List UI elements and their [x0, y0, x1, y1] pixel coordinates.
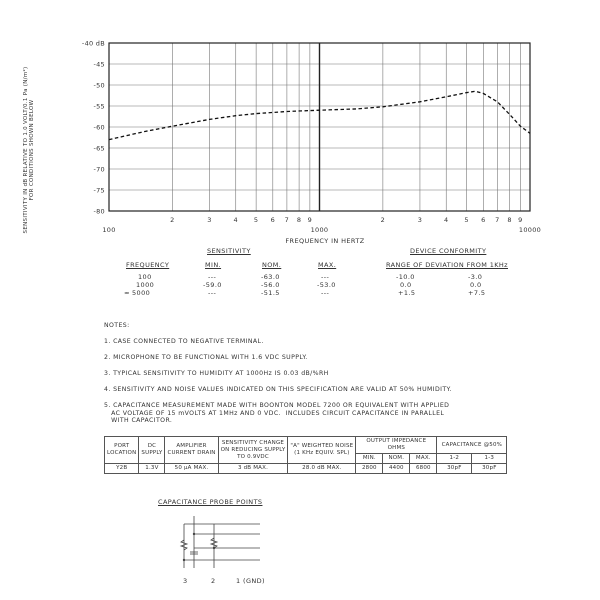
sensitivity-cell: ---	[321, 289, 330, 297]
spec-table-header-row	[105, 437, 507, 454]
y-tick-label: -65	[93, 144, 105, 153]
sensitivity-cell: 1000	[136, 281, 155, 289]
y-tick-label: -55	[93, 102, 105, 111]
x-tick-label: 5	[464, 216, 469, 224]
y-tick-label: -40 dB	[81, 39, 105, 48]
note-5-line-2: AC VOLTAGE OF 15 mVOLTS AT 1MHz AND 0 VDC. INCLUDES CIRCUIT CAPACITANCE IN PARALLEL	[104, 409, 445, 417]
sensitivity-header-nom: NOM.	[262, 261, 282, 269]
y-tick-label: -50	[93, 81, 105, 90]
x-tick-label: 8	[507, 216, 512, 224]
x-tick-label: 4	[233, 216, 238, 224]
td-cap-12: 30pF	[437, 464, 472, 474]
probe-title: CAPACITANCE PROBE POINTS	[158, 498, 263, 506]
th-imp-nom: NOM.	[383, 454, 410, 464]
y-tick-label: -75	[93, 186, 105, 195]
note-3: 3. TYPICAL SENSITIVITY TO HUMIDITY AT 1000Hz IS 0.03 dB/%RH	[104, 370, 329, 377]
x-tick-label: 7	[284, 216, 290, 224]
sensitivity-cell: -53.0	[317, 281, 336, 289]
th-cap-12: 1-2	[437, 454, 472, 464]
note-2: 2. MICROPHONE TO BE FUNCTIONAL WITH 1.6 VDC SUPPLY.	[104, 354, 308, 361]
td-amp: 50 µA MAX.	[165, 464, 218, 474]
conformity-cell: +7.5	[468, 289, 486, 297]
conformity-cell: -3.0	[468, 273, 483, 281]
y-tick-label: -70	[93, 165, 105, 174]
x-tick-label: 10000	[518, 226, 542, 234]
sensitivity-cell: ---	[208, 273, 217, 281]
x-tick-label: 3	[417, 216, 423, 224]
sensitivity-cell: -63.0	[261, 273, 280, 281]
th-dc: DC SUPPLY	[139, 437, 165, 464]
x-tick-label: 2	[170, 216, 175, 224]
conformity-cell: +1.5	[398, 289, 416, 297]
x-tick-label: 6	[481, 216, 486, 224]
conformity-title: DEVICE CONFORMITY	[410, 247, 487, 255]
td-port: Y2B	[105, 464, 139, 474]
probe-node	[183, 559, 185, 561]
note-4: 4. SENSITIVITY AND NOISE VALUES INDICATED ON THIS SPECIFICATION ARE VALID AT 50% HUMIDITY.	[104, 386, 452, 393]
x-tick-label: 1000	[310, 226, 329, 234]
note-5-line-3: WITH CAPACITOR.	[104, 417, 173, 424]
th-capacitance: CAPACITANCE @50%	[437, 437, 507, 454]
x-tick-label: 4	[444, 216, 449, 224]
td-cap-13: 30pF	[472, 464, 507, 474]
probe-node	[193, 533, 195, 535]
probe-label-1-gnd: 1 (GND)	[236, 577, 265, 585]
th-noise: "A" WEIGHTED NOISE (1 KHz EQUIV. SPL)	[288, 437, 356, 464]
sensitivity-title: SENSITIVITY	[207, 247, 251, 255]
conformity-subtitle: RANGE OF DEVIATION FROM 1KHz	[386, 261, 508, 269]
x-tick-label: 3	[207, 216, 212, 224]
sensitivity-cell: ---	[321, 273, 330, 281]
sensitivity-cell: ---	[208, 289, 217, 297]
th-imp-max: MAX.	[410, 454, 437, 464]
probe-label-3: 3	[183, 577, 188, 585]
y-axis-title-line-1: SENSITIVITY IN dB RELATIVE TO 1.0 VOLT/0.1 Pa (N/m²)	[23, 66, 29, 234]
conformity-cell: 0.0	[470, 281, 482, 289]
probe-node	[213, 547, 215, 549]
probe-schematic	[170, 510, 270, 578]
td-imp-nom: 4400	[383, 464, 410, 474]
x-tick-label: 2	[380, 216, 386, 224]
sensitivity-header-min: MIN.	[205, 261, 222, 269]
note-5	[104, 402, 449, 425]
th-amp: AMPLIFIER CURRENT DRAIN	[165, 437, 218, 464]
conformity-cell: 0.0	[400, 281, 412, 289]
th-cap-13: 1-3	[472, 454, 507, 464]
th-port: PORT LOCATION	[105, 437, 139, 464]
td-noise: 28.0 dB MAX.	[288, 464, 356, 474]
th-imp-min: MIN.	[356, 454, 383, 464]
td-dc: 1.3V	[139, 464, 165, 474]
y-tick-label: -45	[93, 60, 105, 69]
spec-table-data-row	[105, 464, 507, 474]
sensitivity-cell: -51.5	[261, 289, 280, 297]
sensitivity-header-frequency: FREQUENCY	[126, 261, 170, 269]
y-axis-title-line-2: FOR CONDITIONS SHOWN BELOW	[29, 99, 35, 201]
frequency-response-chart	[0, 0, 600, 250]
y-tick-label: -80	[93, 207, 105, 216]
sensitivity-cell: -59.0	[203, 281, 222, 289]
x-tick-label: 9	[307, 216, 313, 224]
y-tick-label: -60	[93, 123, 105, 132]
td-sens: 3 dB MAX.	[218, 464, 288, 474]
x-tick-label: 100	[102, 226, 116, 234]
sensitivity-row-mark: ≈	[124, 289, 130, 297]
th-sens: SENSITIVITY CHANGE ON REDUCING SUPPLY TO 0.9VDC	[218, 437, 288, 464]
x-tick-label: 7	[495, 216, 500, 224]
td-imp-min: 2800	[356, 464, 383, 474]
td-imp-max: 6800	[410, 464, 437, 474]
x-axis-label: FREQUENCY IN HERTZ	[285, 237, 365, 245]
th-impedance: OUTPUT IMPEDANCE OHMS	[356, 437, 437, 454]
sensitivity-header-max: MAX.	[318, 261, 337, 269]
x-tick-label: 9	[518, 216, 523, 224]
x-tick-label: 6	[270, 216, 276, 224]
x-tick-label: 5	[253, 216, 259, 224]
spec-table	[104, 436, 507, 474]
notes-heading: NOTES:	[104, 322, 130, 329]
note-1: 1. CASE CONNECTED TO NEGATIVE TERMINAL.	[104, 338, 264, 345]
sensitivity-cell: 100	[138, 273, 152, 281]
sensitivity-cell: 5000	[132, 289, 151, 297]
probe-label-2: 2	[211, 577, 216, 585]
sensitivity-cell: -56.0	[261, 281, 280, 289]
x-tick-label: 8	[296, 216, 302, 224]
conformity-cell: -10.0	[396, 273, 415, 281]
note-5-line-1: 5. CAPACITANCE MEASUREMENT MADE WITH BOONTON MODEL 7200 OR EQUIVALENT WITH APPLIED	[104, 402, 450, 409]
